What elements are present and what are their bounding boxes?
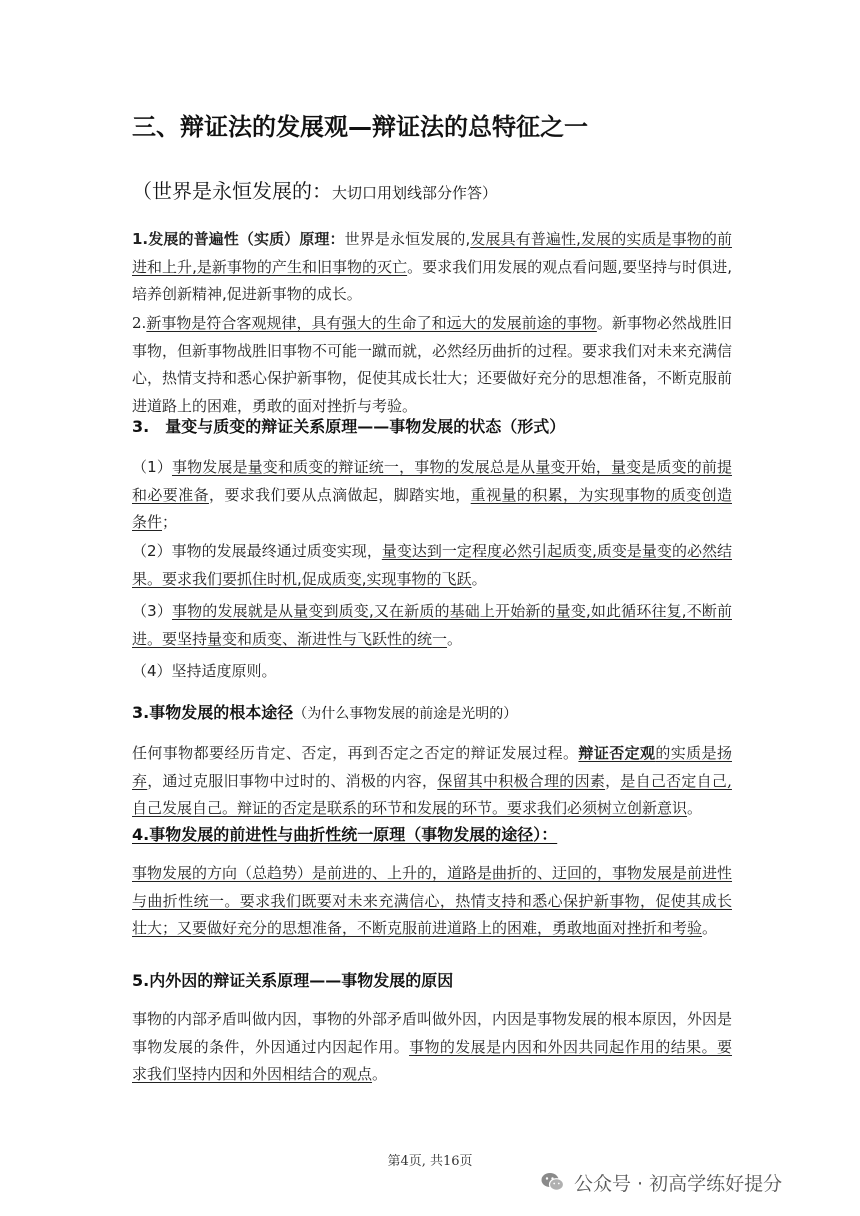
point-1-underline-1: 事物发展是量变和质变的辩证统一 [171,458,400,476]
point-1-number: （1） [132,458,172,476]
point-2-underline-1: 量变达到一定程度必然引起质变,质变是量变的必然结果 [132,542,733,588]
wechat-logo-icon [540,1169,566,1195]
section-2-text: 。新事物必然战胜旧事物，但新事物战胜旧事物不可能一蹴而就，必然经历曲折的过程。要求我们对未来充满信心，热情支持和悉心保护新事物，促使其成长壮大；还要做好充分的思想准备，不断克服前进道路上的困难，勇敢的面对挫折与考验。 [132,314,733,415]
section-5-paragraph [132,860,732,943]
watermark-text: 公众号 · 初高学练好提分 [574,1172,783,1195]
section-4-underline-1: 的实质是扬弃 [132,744,732,790]
page-title: 三、辩证法的发展观—辩证法的总特征之一 [132,113,588,141]
section-2-paragraph [132,310,732,420]
section-1-heading: 1.发展的普遍性（实质）原理： [132,230,345,248]
point-2-end: 。 [471,569,487,588]
point-3-number: （3） [132,602,172,620]
section-4-underline-3: 是自己否定自己,自己发展自己 [132,771,732,817]
section-3-point-1 [132,454,732,537]
section-2-underline: 新事物是符合客观规律，具有强大的生命了和远大的发展前途的事物 [146,314,597,332]
subtitle-main: （世界是永恒发展的： [132,179,332,203]
section-6-heading: 5.内外因的辩证关系原理——事物发展的原因 [132,971,454,990]
section-4-underline-4: 。辩证的否定是联系的环节和发展的环节。要求我们必须树立创新意识 [222,799,688,817]
section-6-underline: 事物的发展是内因和外因共同起作用的结果。要求我们坚持内因和外因相结合的观点 [132,1037,732,1083]
section-1-underline-1: 发展具有普遍性,发展的实质是事物的前进和上升,是新事物的产生和旧事物的灭亡 [132,230,732,276]
point-2-underline-2: 。要求我们要抓住时机,促成质变,实现事物的飞跃 [147,569,472,588]
section-4-heading [132,700,752,727]
section-4-end: 。 [687,799,703,817]
point-1-end: ； [162,513,178,531]
section-6-paragraph [132,1006,732,1089]
point-1-underline-2: ，事物的发展总是从量变开始，量变是质变的前提和必要准备 [132,458,732,504]
section-5-end: 。 [702,919,718,937]
section-5-underline-1: 事物发展的方向（总趋势）是前进的、上升的，道路是曲折的、迂回的，事物发展是前进性与曲折性统一 [132,864,733,910]
point-1-underline-3: 重视量的积累，为实现事物的质变创造条件 [132,485,732,531]
point-3-underline-1: 事物的发展就是从量变到质变,又在新质的基础上开始新的量变,如此循环往复,不断前进 [132,602,732,648]
subtitle-note: 大切口用划线部分作答） [332,184,498,202]
section-4-bold-term: 辩证否定观 [578,744,656,762]
point-3-end: 。 [447,629,463,648]
section-4-paragraph [132,740,732,823]
page-number: 第4页, 共16页 [387,1154,473,1169]
watermark [540,1166,840,1198]
point-1-text: ，要求我们要从点滴做起，脚踏实地， [208,485,471,504]
section-6-text-1: 事物的内部矛盾叫做内因，事物的外部矛盾叫做外因，内因是事物发展的根本原因，外因是事物发展的条件，外因通过内因起作用。 [132,1010,733,1056]
subtitle [132,176,782,208]
section-1-text-1: 世界是永恒发展的, [344,230,471,248]
section-6-end: 。 [372,1065,388,1083]
section-3-point-4: （4）坚持适度原则。 [132,662,277,680]
section-1-text-2: 。要求我们用发展的观点看问题,要坚持与时俱进,培养创新精神,促进新事物的成长 [132,257,732,303]
section-3-point-2 [132,538,732,593]
section-1-paragraph [132,226,732,309]
section-4-underline-2: 保留其中积极合理的因素 [437,771,606,790]
section-1-text-3: 。 [346,285,362,303]
point-3-underline-2: 。要坚持量变和质变、渐进性与飞跃性的统一 [147,629,448,648]
section-4-text-1: 任何事物都要经历肯定、否定，再到否定之否定的辩证发展过程。 [132,744,579,762]
section-5-heading: 4.事物发展的前进性与曲折性统一原理（事物发展的途径）： [132,825,558,844]
section-4-text-2: ，通过克服旧事物中过时的、消极的内容， [147,771,438,790]
point-2-text-1: （2）事物的发展最终通过质变实现， [132,542,382,560]
section-3-heading: 3. 量变与质变的辩证关系原理——事物发展的状态（形式） [132,417,566,436]
section-4-heading-note: （为什么事物发展的前途是光明的） [293,706,518,722]
section-4-heading-text: 3.事物发展的根本途径 [132,703,294,722]
section-2-number: 2. [132,314,147,332]
section-4-text-3: ， [605,771,621,790]
section-3-point-3 [132,598,732,653]
section-5-underline-2: 。要求我们既要对未来充满信心，热情支持和悉心保护新事物，促使其成长壮大；又要做好充分的思想准备，不断克服前进道路上的困难，勇敢地面对挫折和考验 [132,891,732,937]
